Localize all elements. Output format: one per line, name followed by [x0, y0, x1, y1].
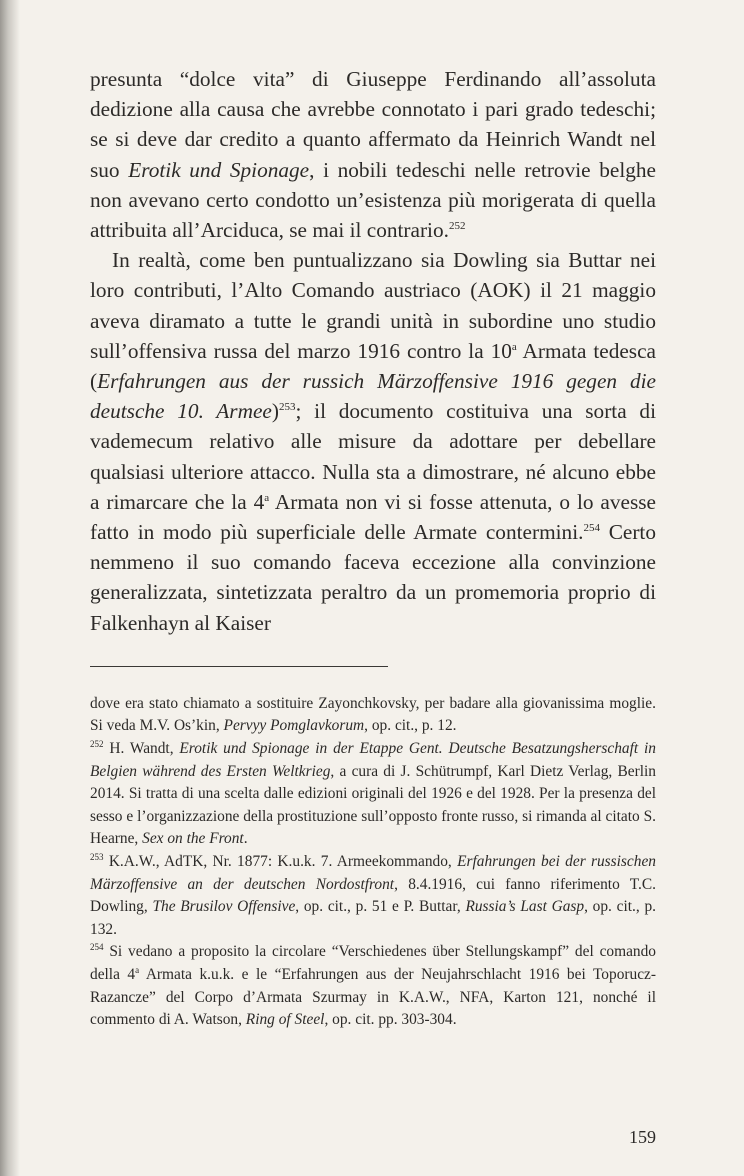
- book-page: [90, 64, 656, 1032]
- page-binding-shadow: [0, 0, 20, 1176]
- page-number: 159: [629, 1127, 656, 1147]
- footnote-254: $^{254}$ Si vedano a proposito la circolare “Verschiedenes über Stellungskampf” del comando della 4$^a$ Armata k.u.k. e le “Erfahrungen aus der Neujahrschlacht 1916 bei Toporucz-Razancze” del Corpo d’Armata Szurmay in K.A.W., NFA, Karton 121, nonché il commento di A. Watson, Ring of Steel, op. cit. pp. 303-304.: [90, 942, 656, 1029]
- footnote-ref-254: 254: [583, 521, 600, 534]
- book-title: Erotik und Spionage: [128, 157, 310, 182]
- document-title: Erfahrungen aus der russich Märzoffensive 1916 gegen die deutsche 10. Armee: [90, 369, 656, 424]
- paragraph-2: In realtà, come ben puntualizzano sia Dowling sia Buttar nei loro contributi, l’Alto Comando austriaco (AOK) il 21 maggio aveva diramato a tutte le grandi unità in subordine uno studio sull’offensiva russa del marzo 1916 contro la 10$^a$ Armata tedesca (Erfahrungen aus der russich Märzoffensive 1916 gegen die deutsche 10. Armee)$^{253}$; il documento costituiva una sorta di vademecum relativo alle misure da adottare per debellare qualsiasi ulteriore attacco. Nulla sta a dimostrare, né alcuno ebbe a rimarcare che la 4$^a$ Armata non vi si fosse attenuta, o lo avesse fatto in modo più superficiale delle Armate contermini.$^{254}$ Certo nemmeno il suo comando faceva eccezione alla convinzione generalizzata, sintetizzata peraltro da un promemoria proprio di Falkenhayn al Kaiser: [90, 248, 657, 635]
- footnote-253: $^{253}$ K.A.W., AdTK, Nr. 1877: K.u.k. 7. Armeekommando, Erfahrungen bei der russischen Märzoffensive an der deutschen Nordostfront, 8.4.1916, cui fanno riferimento T.C. Dowling, The Brusilov Offensive, op. cit., p. 51 e P. Buttar, Russia’s Last Gasp, op. cit., p. 132.: [90, 851, 656, 938]
- paragraph-1: presunta “dolce vita” di Giuseppe Ferdinando all’assoluta dedizione alla causa che avrebbe connotato i pari grado tedeschi; se si deve dar credito a quanto affermato da Heinrich Wandt nel suo Erotik und Spionage, i nobili tedeschi nelle retrovie belghe non avevano certo condotto un’esistenza più morigerata di quella attribuita all’Arciduca, se mai il contrario.$^{252}$: [90, 67, 656, 243]
- body-text: [90, 64, 656, 638]
- footnote-ref-253: 253: [278, 401, 296, 414]
- footnote-ref-252: 252: [448, 219, 466, 232]
- footnote-252: $^{252}$ H. Wandt, Erotik und Spionage in der Etappe Gent. Deutsche Besatzungsherschaft in Belgien während des Ersten Weltkrieg, a cura di J. Schütrumpf, Karl Dietz Verlag, Berlin 2014. Si tratta di una scelta dalle edizioni originali del 1926 e del 1928. Per la presenza del sesso e l’organizzazione della prostituzione sull’opposto fronte russo, si rimanda al citato S. Hearne, Sex on the Front.: [90, 738, 656, 848]
- footnotes: [90, 693, 656, 1032]
- footnote-continued: dove era stato chiamato a sostituire Zayonchkovsky, per badare alla giovanissima moglie. Si veda M.V. Os’kin, Pervyy Pomglavkorum, op. cit., p. 12.: [90, 694, 656, 735]
- footnote-divider: [90, 666, 388, 667]
